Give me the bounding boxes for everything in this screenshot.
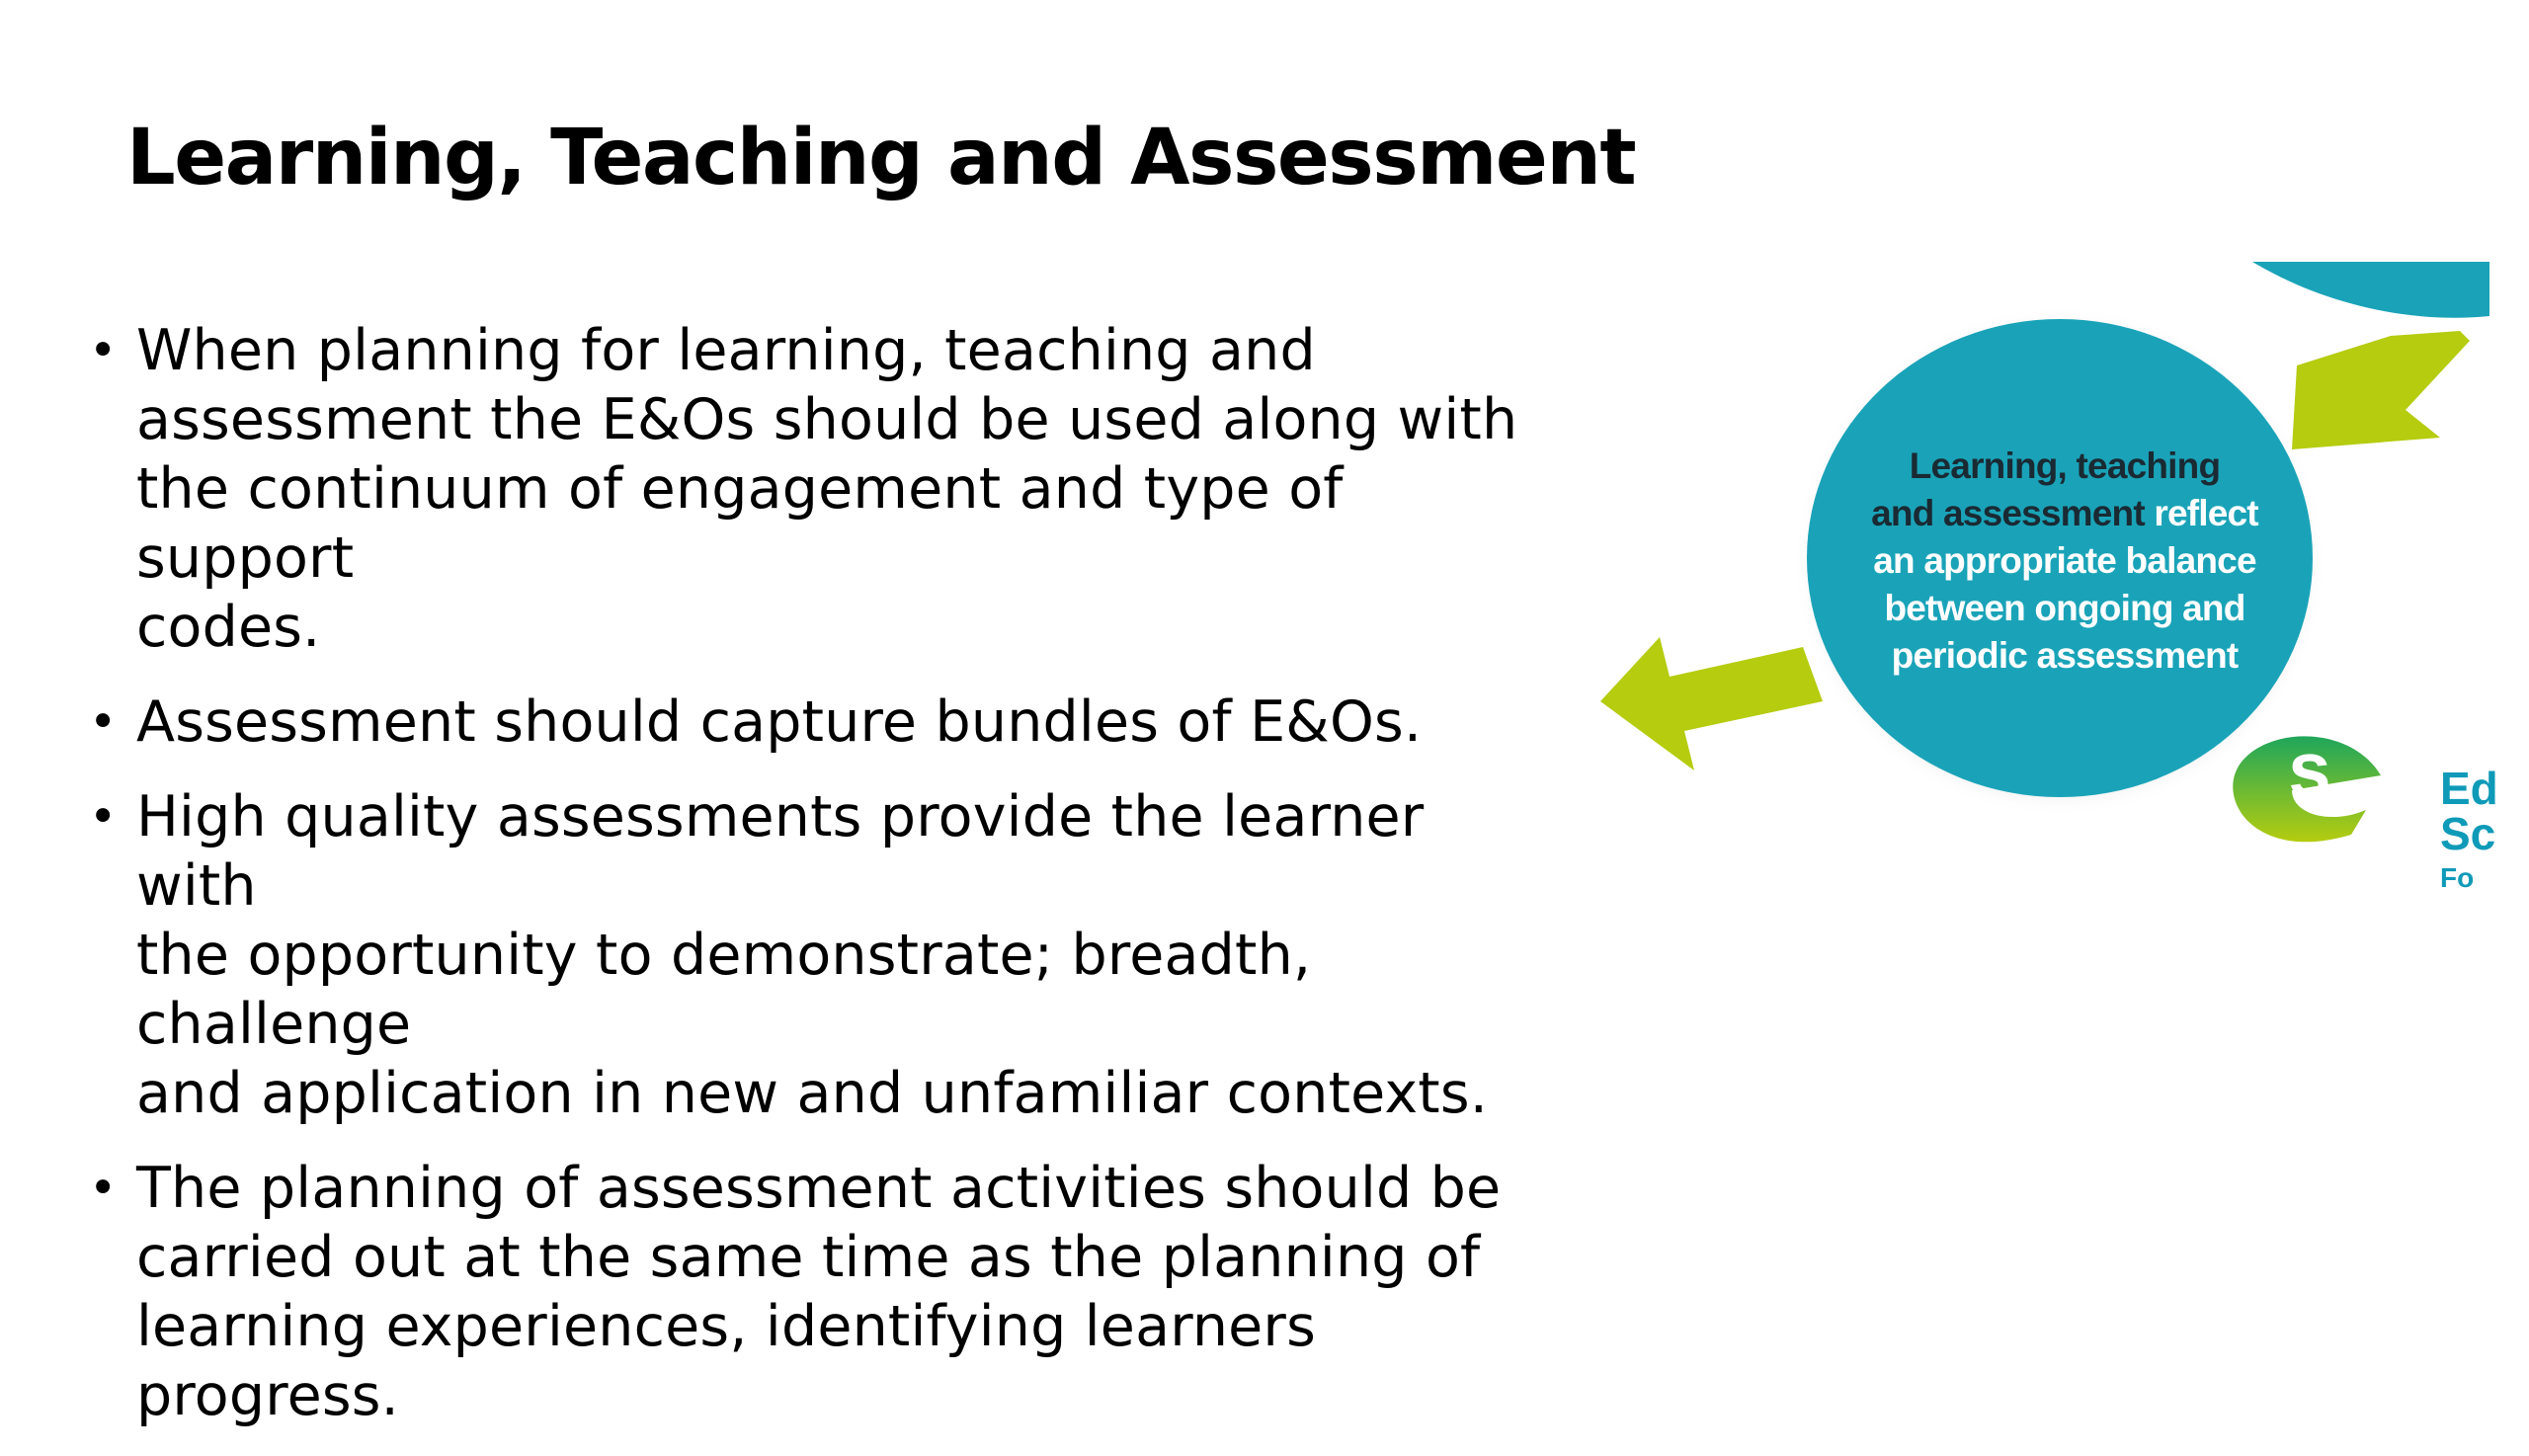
bullet-item [79, 688, 1561, 757]
logo-wordmark-line: Ed [2440, 763, 2498, 814]
bullet-line: the opportunity to demonstrate; breadth, challenge [136, 923, 1312, 1057]
bullet-dot-icon: • [89, 789, 118, 845]
circle-caption-line [1778, 490, 2351, 537]
bullet-dot-icon: • [89, 323, 118, 378]
bullet-line: learning experiences, identifying learners progress. [136, 1294, 1316, 1428]
circle-caption-line: an appropriate balance [1873, 540, 2256, 581]
bullet-item [79, 1154, 1561, 1430]
circle-caption [1778, 443, 2351, 680]
circle-caption-dark: and assessment [1871, 493, 2145, 533]
bullet-line: the continuum of engagement and type of support [136, 456, 1344, 591]
bullet-item [79, 316, 1561, 662]
slide-title: Learning, Teaching and Assessment [126, 114, 1636, 202]
logo-wordmark-line: Fo [2440, 862, 2475, 893]
bullet-dot-icon: • [89, 1161, 118, 1216]
bullet-line: Assessment should capture bundles of E&Os. [136, 689, 1423, 755]
bullet-line: codes. [136, 595, 321, 660]
circle-caption-line: periodic assessment [1891, 635, 2239, 676]
education-scotland-logo-icon [2233, 725, 2381, 842]
logo-wordmark [2440, 763, 2498, 893]
circle-caption-light: reflect [2144, 493, 2258, 533]
logo-mark-letter: s [2288, 725, 2331, 812]
bullet-dot-icon: • [89, 694, 118, 750]
bullet-line: When planning for learning, teaching and [136, 318, 1316, 383]
logo-wordmark-line: Sc [2440, 808, 2496, 859]
circle-caption-line: Learning, teaching [1909, 445, 2221, 486]
bullet-line: High quality assessments provide the learner with [136, 784, 1425, 919]
circle-caption-line: between ongoing and [1884, 588, 2245, 628]
bullet-line: and application in new and unfamiliar contexts. [136, 1061, 1489, 1126]
arrow-down-left-icon [2292, 331, 2470, 449]
bullet-line: assessment the E&Os should be used along with [136, 387, 1518, 452]
top-circle-fragment [2252, 262, 2489, 318]
bullet-line: carried out at the same time as the planning of [136, 1225, 1481, 1290]
bullet-line: The planning of assessment activities should be [136, 1156, 1502, 1221]
bullet-item [79, 782, 1561, 1128]
bullet-list [79, 316, 1561, 1456]
